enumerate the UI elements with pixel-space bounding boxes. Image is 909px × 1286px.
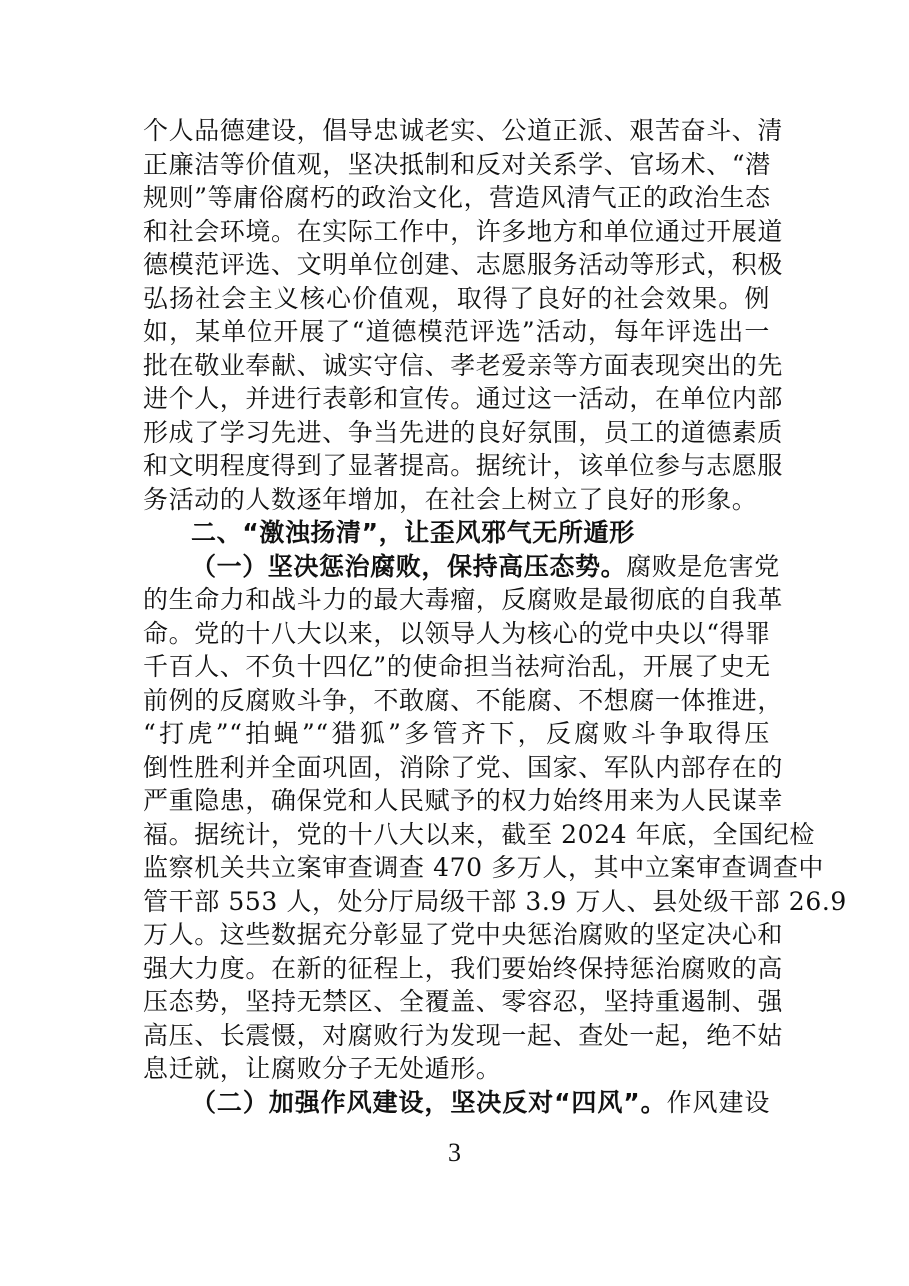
body-line: 压态势，坚持无禁区、全覆盖、零容忍，坚持重遏制、强 — [143, 987, 784, 1016]
page-number: 3 — [448, 1138, 461, 1167]
body-line: 如，某单位开展了“道德模范评选”活动，每年评选出一 — [143, 317, 770, 346]
body-line: 万人。这些数据充分彰显了党中央惩治腐败的坚定决心和 — [143, 920, 784, 949]
body-line: 管干部 553 人，处分厅局级干部 3.9 万人、县处级干部 26.9 — [143, 886, 847, 916]
body-line: 前例的反腐败斗争，不敢腐、不能腐、不想腐一体推进， — [143, 685, 784, 715]
body-line: 命。党的十八大以来，以领导人为核心的党中央以“得罪 — [143, 618, 771, 648]
body-line: 形成了学习先进、争当先进的良好氛围，员工的道德素质 — [143, 417, 784, 447]
section1-first-line — [143, 550, 780, 584]
body-line: 批在敬业奉献、诚实守信、孝老爱亲等方面表现突出的先 — [143, 350, 784, 380]
document-body — [143, 114, 847, 1119]
body-text: 作风建设 — [666, 1087, 770, 1117]
body-line: 倒性胜利并全面巩固，消除了党、国家、军队内部存在的 — [143, 752, 784, 782]
body-line: 和社会环境。在实际工作中，许多地方和单位通过开展道 — [143, 216, 784, 246]
body-line: 强大力度。在新的征程上，我们要始终保持惩治腐败的高 — [143, 953, 784, 983]
body-line: 严重隐患，确保党和人民赋予的权力始终用来为人民谋幸 — [143, 786, 784, 815]
body-line: 进个人，并进行表彰和宣传。通过这一活动，在单位内部 — [143, 384, 784, 413]
body-line: 高压、长震慑，对腐败行为发现一起、查处一起，绝不姑 — [143, 1020, 784, 1050]
body-line: 弘扬社会主义核心价值观，取得了良好的社会效果。例 — [143, 283, 770, 313]
body-line: 和文明程度得到了显著提高。据统计，该单位参与志愿服 — [143, 451, 784, 480]
body-line: 千百人、不负十四亿”的使命担当祛疴治乱，开展了史无 — [143, 652, 771, 681]
subsection-title: （二）加强作风建设，坚决反对“四风”。 — [191, 1087, 667, 1117]
body-line: 息迁就，让腐败分子无处遁形。 — [143, 1054, 502, 1083]
body-line: 德模范评选、文明单位创建、志愿服务活动等形式，积极 — [143, 250, 784, 279]
body-line: 个人品德建设，倡导忠诚老实、公道正派、艰苦奋斗、清 — [143, 116, 784, 145]
body-line: 规则”等庸俗腐朽的政治文化，营造风清气正的政治生态 — [143, 183, 771, 212]
section2-first-line — [143, 1086, 770, 1120]
body-line: “打虎”“拍蝇”“猎狐”多管齐下，反腐败斗争取得压 — [143, 719, 770, 748]
body-line: 监察机关共立案审查调查 470 多万人，其中立案审查调查中 — [143, 853, 825, 882]
body-line: 的生命力和战斗力的最大毒瘤，反腐败是最彻底的自我革 — [143, 585, 784, 614]
subsection-title: （一）坚决惩治腐败，保持高压态势。 — [191, 551, 627, 581]
body-line: 务活动的人数逐年增加，在社会上树立了良好的形象。 — [143, 484, 758, 514]
body-line: 福。据统计，党的十八大以来，截至 2024 年底，全国纪检 — [143, 819, 815, 849]
body-text: 腐败是危害党 — [626, 551, 780, 581]
section-heading: 二、“激浊扬清”，让歪风邪气无所遁形 — [191, 518, 635, 547]
body-line: 正廉洁等价值观，坚决抵制和反对关系学、官场术、“潜 — [143, 149, 771, 179]
